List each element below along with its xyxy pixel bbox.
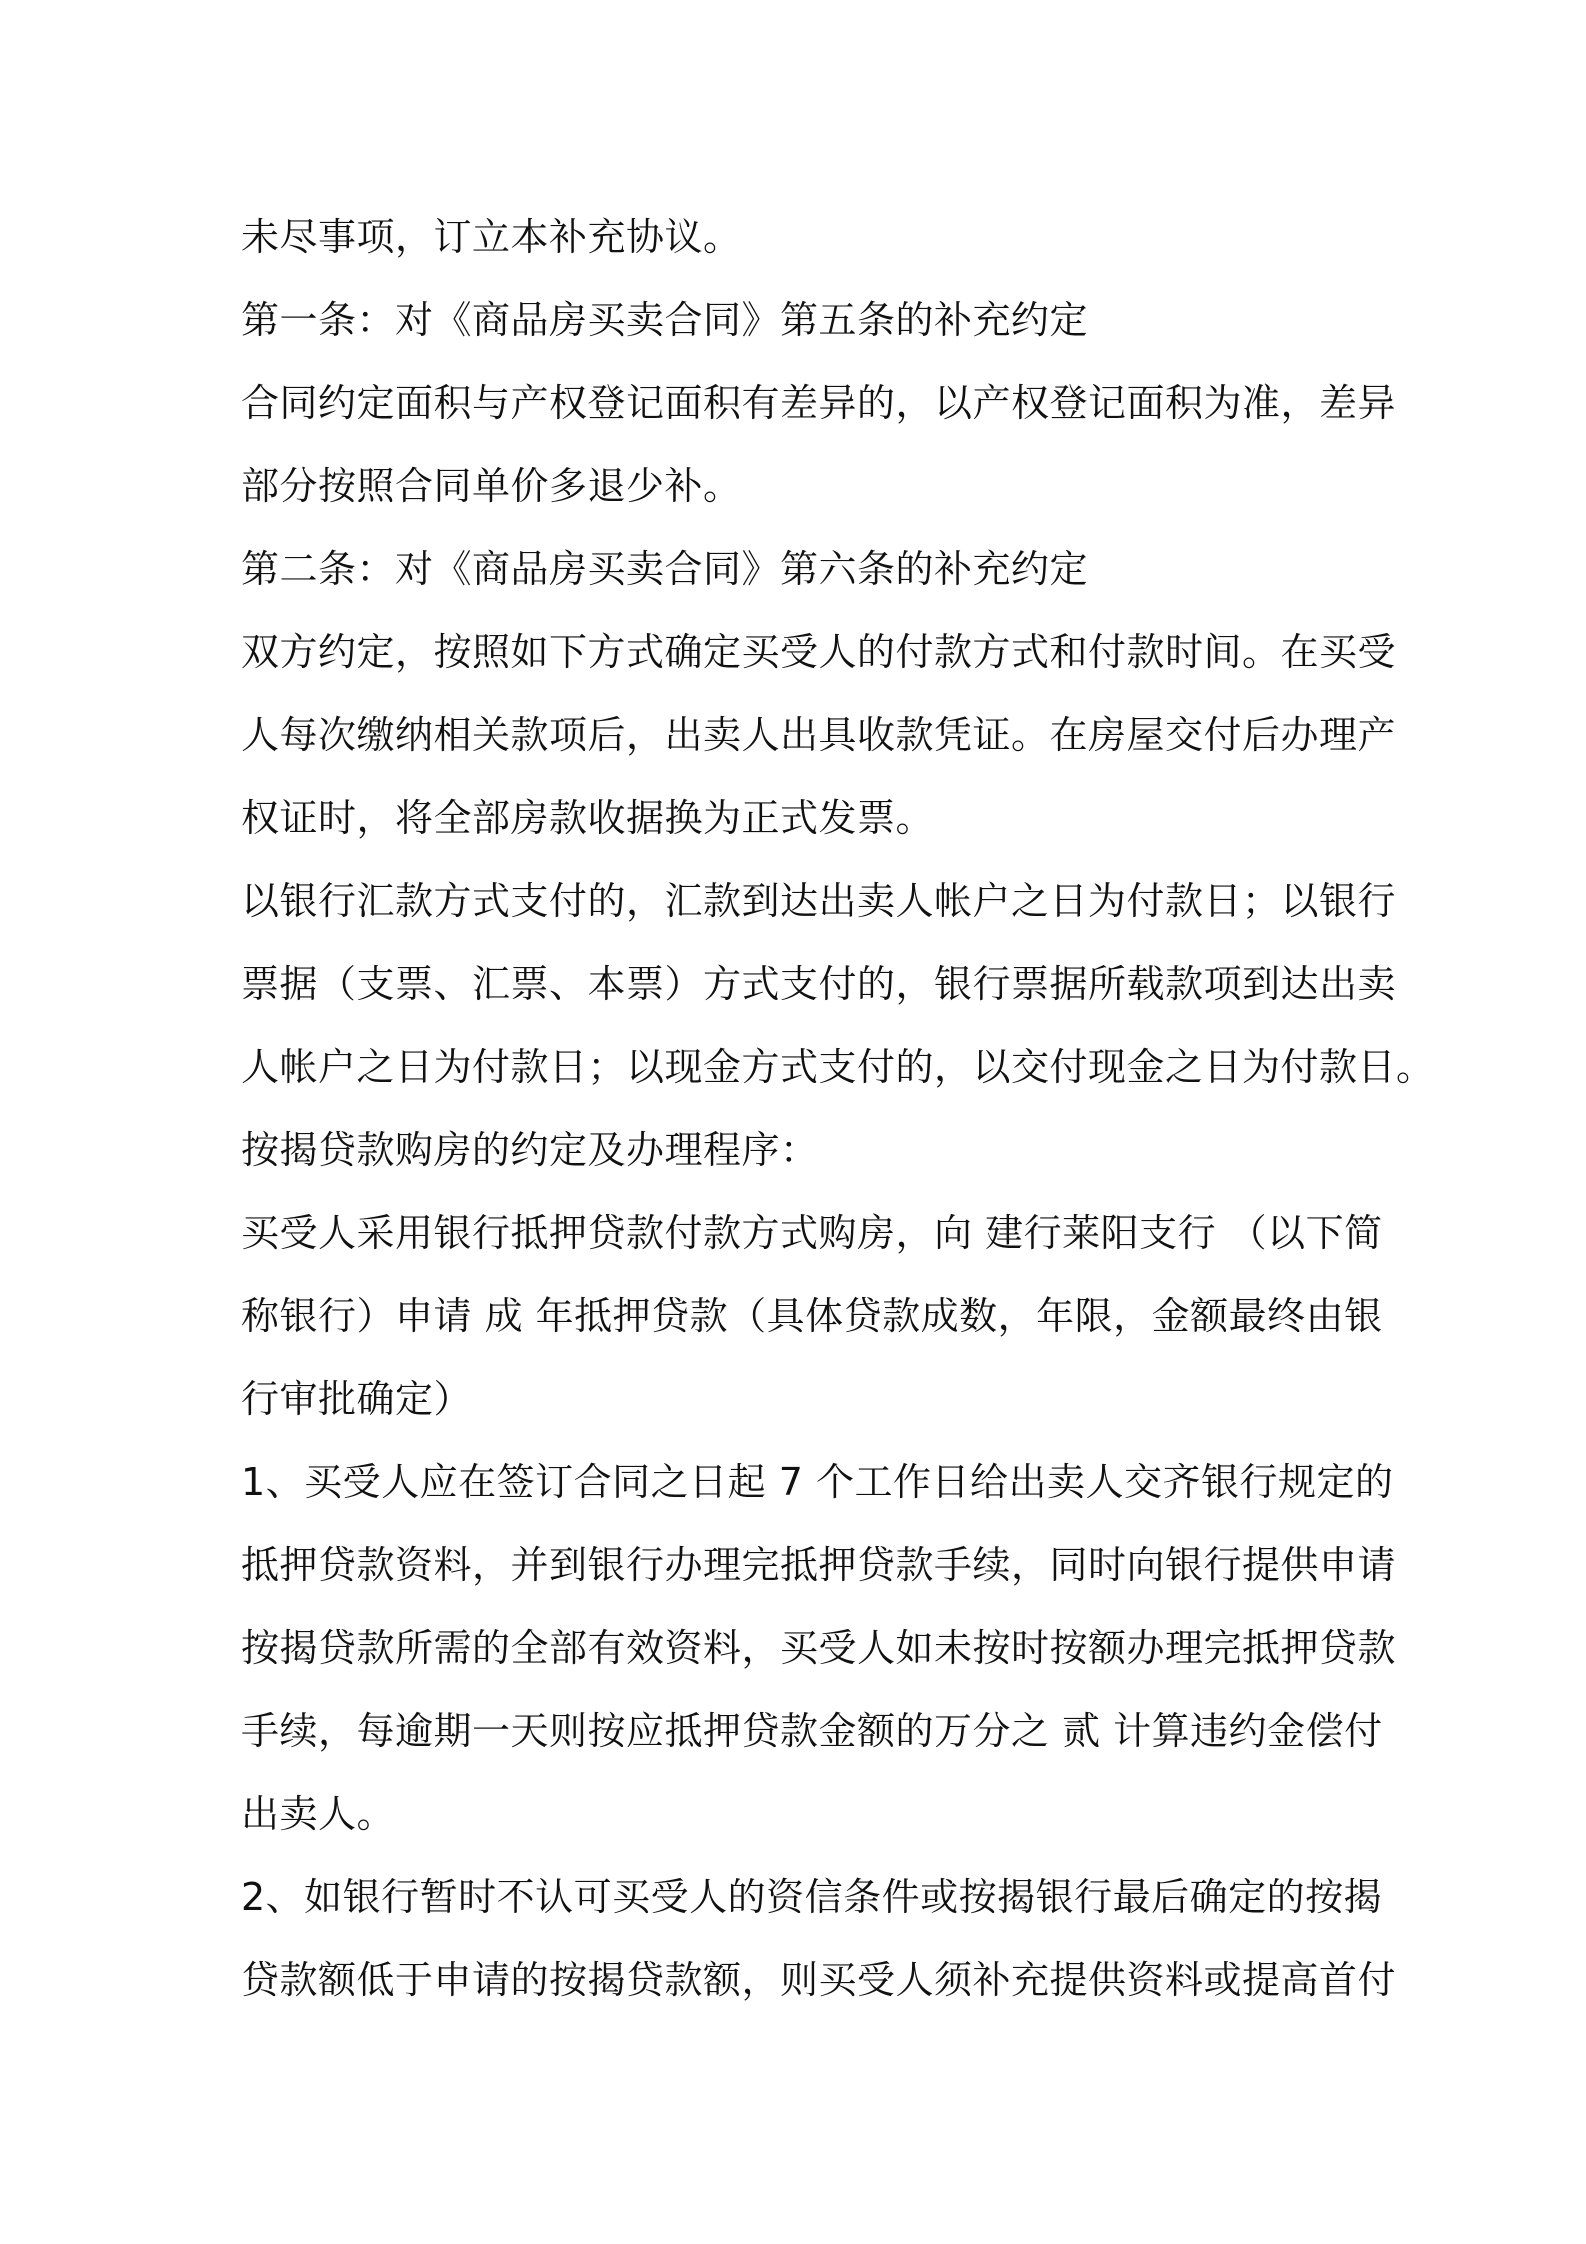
text-line: 票据（支票、汇票、本票）方式支付的，银行票据所载款项到达出卖 xyxy=(241,962,1397,1006)
text-line: 2、如银行暂时不认可买受人的资信条件或按揭银行最后确定的按揭 xyxy=(241,1875,1383,1919)
text-line: 双方约定，按照如下方式确定买受人的付款方式和付款时间。在买受 xyxy=(241,630,1397,674)
text-line: 买受人采用银行抵押贷款付款方式购房，向 建行莱阳支行 （以下简 xyxy=(241,1211,1383,1255)
text-line: 行审批确定） xyxy=(241,1377,473,1421)
text-line: 出卖人。 xyxy=(241,1792,396,1836)
document-body xyxy=(241,196,1435,2022)
section-heading: 按揭贷款购房的约定及办理程序： xyxy=(241,1128,819,1172)
text-line: 称银行）申请 成 年抵押贷款（具体贷款成数，年限，金额最终由银 xyxy=(241,1294,1383,1338)
text-line: 权证时，将全部房款收据换为正式发票。 xyxy=(241,796,935,840)
text-line: 以银行汇款方式支付的，汇款到达出卖人帐户之日为付款日；以银行 xyxy=(241,879,1397,923)
text-line: 未尽事项，订立本补充协议。 xyxy=(241,215,742,259)
text-line: 按揭贷款所需的全部有效资料，买受人如未按时按额办理完抵押贷款 xyxy=(241,1626,1397,1670)
text-line: 手续，每逾期一天则按应抵押贷款金额的万分之 贰 计算违约金偿付 xyxy=(241,1709,1383,1753)
text-line: 贷款额低于申请的按揭贷款额，则买受人须补充提供资料或提高首付 xyxy=(241,1958,1397,2002)
text-line: 人帐户之日为付款日；以现金方式支付的，以交付现金之日为付款日。 xyxy=(241,1045,1435,1089)
article-heading: 第一条：对《商品房买卖合同》第五条的补充约定 xyxy=(241,298,1089,342)
text-line: 1、买受人应在签订合同之日起 7 个工作日给出卖人交齐银行规定的 xyxy=(241,1460,1394,1504)
text-line: 抵押贷款资料，并到银行办理完抵押贷款手续，同时向银行提供申请 xyxy=(241,1543,1397,1587)
text-line: 合同约定面积与产权登记面积有差异的，以产权登记面积为准，差异 xyxy=(241,381,1397,425)
text-line: 人每次缴纳相关款项后，出卖人出具收款凭证。在房屋交付后办理产 xyxy=(241,713,1397,757)
text-line: 部分按照合同单价多退少补。 xyxy=(241,464,742,508)
article-heading: 第二条：对《商品房买卖合同》第六条的补充约定 xyxy=(241,547,1089,591)
